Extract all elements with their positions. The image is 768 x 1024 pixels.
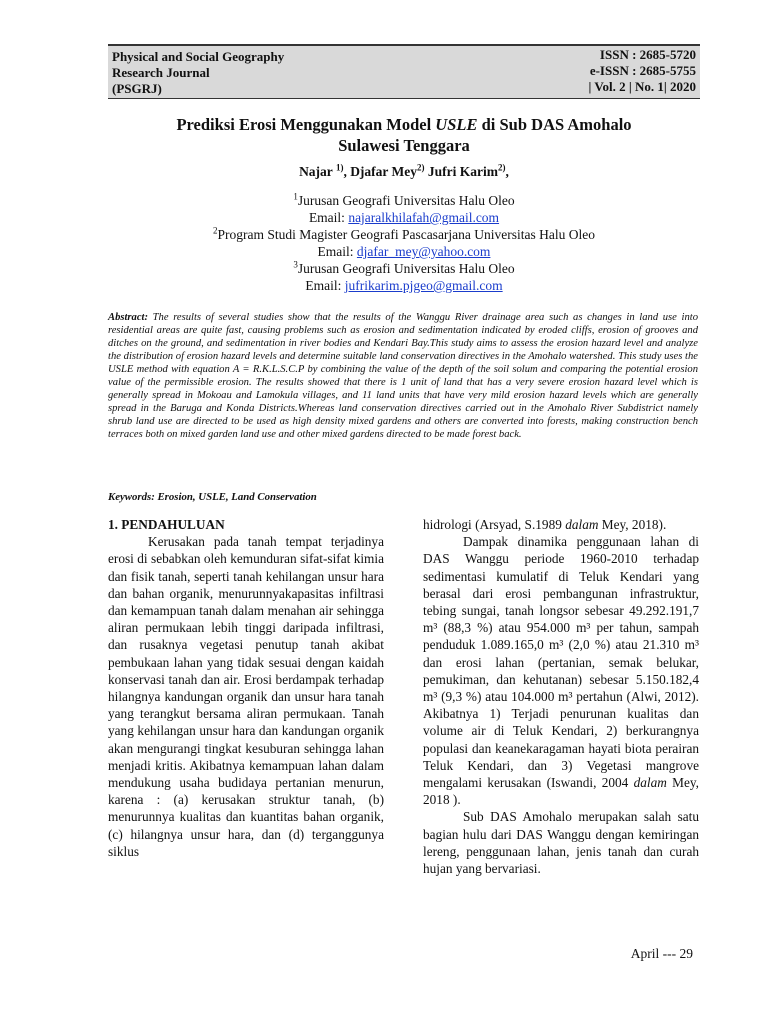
- affiliation: $^1$Jurusan Geografi Universitas Halu Oleo: [293, 191, 515, 208]
- journal-issn: [588, 47, 696, 95]
- email-link[interactable]: jufrikarim.pjgeo@gmail.com: [344, 278, 503, 293]
- journal-name: Physical and Social Geography Research Journal (PSGRJ): [112, 49, 285, 96]
- affiliation-email: Email: jufrikarim.pjgeo@gmail.com: [305, 278, 503, 293]
- affiliation: $^2$Program Studi Magister Geografi Pascasarjana Universitas Halu Oleo: [212, 225, 596, 242]
- paragraph: hidrologi (Arsyad, S.1989 dalam Mey, 2018).: [423, 517, 667, 532]
- page-number: April --- 29: [630, 946, 693, 961]
- affiliation: $^3$Jurusan Geografi Universitas Halu Oleo: [293, 259, 515, 276]
- affiliation-email: Email: djafar_mey@yahoo.com: [317, 244, 491, 259]
- author: Najar: [299, 164, 336, 179]
- left-column: [108, 516, 384, 860]
- author-list: Najar $^{1)}$, Djafar Mey$^{2)}$ Jufri Karim$^{2)}$,: [299, 162, 509, 179]
- abstract: [108, 311, 698, 441]
- abstract-label: Abstract:: [108, 312, 149, 323]
- paragraph: Dampak dinamika penggunaan lahan di DAS Wanggu periode 1960-2010 terhadap sedimentasi kumulatif di Teluk Kendari yang berasal dari erosi pembangunan infrastruktur, tebing sungai, tanah longsor sebesar 49.292.191,7 m³ (88,3 %) atau 954.000 m³ per tahun, sampah penduduk 1.089.165,0 m³ (2,0 %) atau 21.310 m³ dan erosi lahan (pertanian, semak belukar, pemukiman, dan kehutanan) sebesar 5.150.182,4 m³ (9,3 %) atau 104.000 m³ pertahun (Alwi, 2012). Akibatnya 1) Terjadi penurunan kualitas dan volume air di Teluk Kendari, 2) berkurangnya populasi dan keanekaragaman hayati biota perairan Teluk Kendari, dan 3) Vegetasi mangrove mengalami kerusakan (Iswandi, 2004 dalam Mey, 2018 ).: [423, 534, 699, 808]
- author: Jufri Karim: [427, 164, 499, 179]
- paragraph: Kerusakan pada tanah tempat terjadinya erosi di sebabkan oleh kemunduran sifat-sifat kimia dan fisik tanah, seperti tanah kehilangan unsur hara dan bahan organik, menurunnyakapasitas infiltrasi dan kemampuan tanah dalam menahan air sehingga aliran permukaan lebih tinggi daripada infiltrasi, dan rusaknya vegetasi penutup tanah akibat pembukaan lahan yang tidak sesuai dengan kaidah konservasi tanah dan air. Erosi berdampak terhadap hilangnya kandungan organik dan unsur hara tanah yang terangkut bersama aliran permukaan. Tanah yang kehilangan unsur hara dan kandungan organik akan mengurangi tingkat kesuburan sehingga lahan menjadi kritis. Akibatnya kemampuan lahan dalam mendukung usaha budidaya pertanian menurun, karena : (a) kerusakan struktur tanah, (b) menurunnya kualitas dan kuantitas bahan organik, (c) hilangnya unsur hara, dan (d) terganggunya siklus: [108, 534, 384, 859]
- section-heading: 1. PENDAHULUAN: [108, 517, 225, 532]
- volume-info: | Vol. 2 | No. 1| 2020: [588, 79, 696, 94]
- affiliation-email: Email: najaralkhilafah@gmail.com: [308, 210, 500, 225]
- abstract-text: The results of several studies show that the results of the Wanggu River drainage area such as changes in land use into residential areas are quite fast, causing problems such as erosion and sedimentation indicated by eroded cliffs, erosion of grooves and ditches on the ground, and sedimentation in river bodies and Kendari Bay.This study aims to assess the erosion hazard level and analyze the distribution of erosion hazard levels and determine suitable land conservation directives in the Amohalo watershed. This study uses the USLE method with equation A = R.K.L.S.C.P by combining the value of the depth of the soil solum and comparing the potential erosion value of the permissible erosion. The results showed that there is 1 unit of land that has a very severe erosion hazard level which is generally spread in Mokoau and Lamokula villages, and 11 land units that have very mild erosion hazard levels which are generally spread in the Baruga and Konda Districts.Whereas land conservation directives carried out in the Amohalo River Subdistrict namely shrub land use are directed to be used as high density mixed gardens and others are converted into forests, making construction bench terraces both on mixed garden land use and other mixed gardens directed to be made forest back.: [108, 312, 698, 441]
- email-link[interactable]: djafar_mey@yahoo.com: [356, 244, 491, 259]
- affiliations: [108, 192, 700, 294]
- eissn: e-ISSN : 2685-5755: [589, 63, 696, 78]
- journal-header: [108, 44, 700, 99]
- author: Djafar Mey: [350, 164, 418, 179]
- paragraph: Sub DAS Amohalo merupakan salah satu bagian hulu dari DAS Wanggu dengan kemiringan lereng, penggunaan lahan, jenis tanah dan curah hujan yang bervariasi.: [423, 809, 699, 877]
- email-link[interactable]: najaralkhilafah@gmail.com: [348, 210, 500, 225]
- right-column: [423, 516, 699, 877]
- issn: ISSN : 2685-5720: [599, 47, 696, 62]
- paper-title: Prediksi Erosi Menggunakan Model USLE di Sub DAS Amohalo Sulawesi Tenggara: [176, 115, 632, 155]
- keywords: Keywords: Erosion, USLE, Land Conservation: [108, 491, 317, 503]
